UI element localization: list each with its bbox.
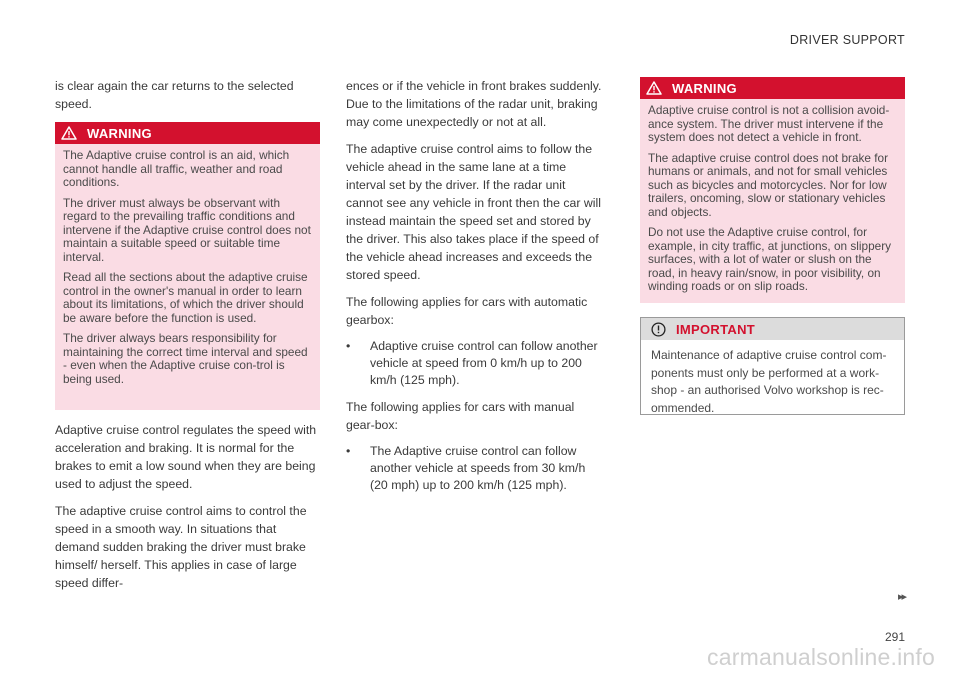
body-paragraph: Adaptive cruise control regulates the speed with acceleration and braking. It is normal for the brakes to emit a low sound when they are being used to adjust the speed. <box>55 423 317 491</box>
warning-paragraph: The driver always bears responsibility for maintaining the correct time interval and speed - even when the Adaptive cruise con-trol is being used. <box>63 331 308 386</box>
warning-paragraph: The adaptive cruise control does not brake for humans or animals, and not for small vehicles such as bicycles and motorcycles. Nor for low trailers, oncoming, slow or stationary vehicles and objects. <box>648 150 889 219</box>
page-number: 291 <box>884 630 905 644</box>
bullet-symbol: • <box>346 444 351 458</box>
warning-box-1 <box>55 122 320 410</box>
column-2 <box>346 77 605 503</box>
bullet-symbol: • <box>346 339 351 353</box>
warning-title: WARNING <box>87 125 152 141</box>
warning-title: WARNING <box>672 80 737 96</box>
list-item-text: The Adaptive cruise control can follow another vehicle at speeds from 30 km/h (20 mph) up to 200 km/h (125 mph). <box>370 444 586 492</box>
list-item <box>346 338 605 389</box>
body-paragraph: The adaptive cruise control aims to follow the vehicle ahead in the same lane at a time interval set by the driver. If the radar unit cannot see any vehicle in front then the car will instead maintain the speed set and stored by the driver. This also takes place if the speed of the vehicle ahead increases and exceeds the stored speed. <box>346 142 601 282</box>
warning-header <box>640 77 905 99</box>
warning-paragraph: Adaptive cruise control is not a collision avoid-ance system. The driver must intervene if the system does not detect a vehicle in front. <box>648 103 890 144</box>
watermark: carmanualsonline.info <box>707 644 935 670</box>
warning-triangle-icon <box>646 81 662 95</box>
important-text: Maintenance of adaptive cruise control com-ponents must only be performed at a work-shop - an authorised Volvo workshop is rec-ommended. <box>651 348 887 415</box>
section-header: DRIVER SUPPORT <box>789 33 905 47</box>
warning-paragraph: The driver must always be observant with regard to the prevailing traffic conditions and intervene if the Adaptive cruise control does not maintain a suitable speed or suitable time interval. <box>63 195 311 264</box>
list-item <box>346 443 605 494</box>
important-box <box>640 317 905 415</box>
important-header <box>641 318 904 340</box>
warning-triangle-icon <box>61 126 77 140</box>
warning-paragraph: The Adaptive cruise control is an aid, which cannot handle all traffic, weather and road conditions. <box>63 148 290 189</box>
warning-paragraph: Read all the sections about the adaptive cruise control in the owner's manual in order to learn about its limitations, of which the driver should be aware before the function is used. <box>63 270 308 325</box>
body-paragraph: The adaptive cruise control aims to control the speed in a smooth way. In situations that demand sudden braking the driver must brake himself/ herself. This applies in case of large speed differ- <box>55 504 307 590</box>
warning-body <box>55 144 320 401</box>
warning-body <box>640 99 905 309</box>
body-paragraph: The following applies for cars with manual gear-box: <box>346 400 575 432</box>
body-paragraph: The following applies for cars with automatic gearbox: <box>346 295 588 327</box>
important-title: IMPORTANT <box>676 321 756 337</box>
continue-arrows-icon: ▸▸ <box>897 591 905 603</box>
list-item-text: Adaptive cruise control can follow another vehicle at speed from 0 km/h up to 200 km/h (125 mph). <box>370 339 598 387</box>
important-body <box>641 340 904 427</box>
body-paragraph: ences or if the vehicle in front brakes suddenly. Due to the limitations of the radar unit, braking may come unexpectedly or not at all. <box>346 79 602 129</box>
exclamation-circle-icon <box>651 322 666 337</box>
warning-box-2 <box>640 77 905 303</box>
warning-paragraph: Do not use the Adaptive cruise control, for example, in city traffic, at junctions, on slippery surfaces, with a lot of water or slush on the road, in heavy rain/snow, in poor visibility, on winding roads or on slip roads. <box>648 225 892 293</box>
col1-body-text <box>55 421 320 601</box>
intro-text: is clear again the car returns to the selected speed. <box>55 79 294 111</box>
warning-header <box>55 122 320 144</box>
